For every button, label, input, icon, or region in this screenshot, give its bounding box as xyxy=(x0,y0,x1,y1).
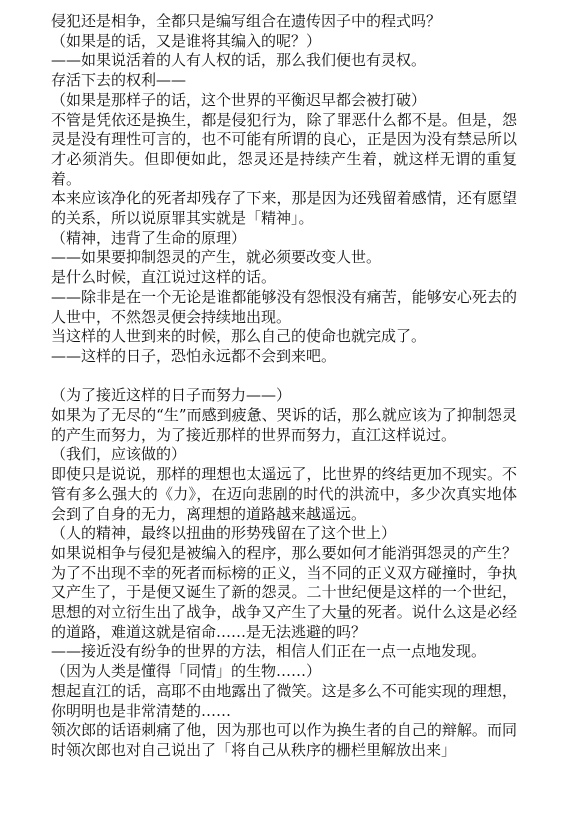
paragraph: 不管是凭依还是换生，都是侵犯行为，除了罪恶什么都不是。但是，怨灵是没有理性可言的，也不可能有所谓的良心，正是因为没有禁忌所以才必须消失。但即便如此，怨灵还是持续产生着，就这样无谓的重复着。 xyxy=(51,110,517,188)
paragraph: （精神，违背了生命的原理） xyxy=(51,228,247,247)
paragraph: ——这样的日子，恐怕永远都不会到来吧。 xyxy=(51,346,337,365)
paragraph: 侵犯还是相争，全都只是编写组合在遗传因子中的程式吗？ xyxy=(51,12,442,30)
paragraph: ——如果说活着的人有人权的话，那么我们便也有灵权。 xyxy=(51,51,427,70)
paragraph: （人的精神，最终以扭曲的形势残留在了这个世上） xyxy=(51,524,397,543)
paragraph: ——接近没有纷争的世界的方法，相信人们正在一点一点地发现。 xyxy=(51,642,487,661)
paragraph: （如果是那样子的话，这个世界的平衡迟早都会被打破） xyxy=(51,90,427,109)
paragraph: 领次郎的话语刺痛了他，因为那也可以作为换生者的自己的辩解。而同时领次郎也对自己说出了「将自己从秩序的栅栏里解放出来」 xyxy=(51,721,517,759)
paragraph: 本来应该净化的死者却残存了下来，那是因为还残留着感情，还有愿望的关系，所以说原罪其实就是「精神」。 xyxy=(51,189,517,228)
blank-line xyxy=(51,367,517,387)
paragraph: （因为人类是懂得「同情」的生物……） xyxy=(51,662,322,681)
paragraph: 即使只是说说，那样的理想也太遥远了，比世界的终结更加不现实。不管有多么强大的《力》，在迈向悲剧的时代的洪流中，多少次真实地体会到了自身的无力，离理想的道路越来越遥远。 xyxy=(51,465,517,523)
paragraph: 如果为了无尽的“生”而感到疲惫、哭诉的话，那么就应该为了抑制怨灵的产生而努力，为了接近那样的世界而努力，直江这样说过。 xyxy=(51,406,517,444)
paragraph: （我们，应该做的） xyxy=(51,445,187,464)
paragraph: 存活下去的权利—— xyxy=(51,71,187,90)
paragraph: 如果说相争与侵犯是被编入的程序，那么要如何才能消弭怨灵的产生？为了不出现不幸的死者而标榜的正义，当不同的正义双方碰撞时，争执又产生了，于是便又诞生了新的怨灵。二十世纪便是这样的一个世纪，思想的对立衍生出了战争，战争又产生了大量的死者。说什么这是必经的道路，难道这就是宿命……是无法逃避的吗？ xyxy=(51,543,517,641)
paragraph: ——如果要抑制怨灵的产生，就必须要改变人世。 xyxy=(51,248,382,267)
paragraph: 是什么时候，直江说过这样的话。 xyxy=(51,268,277,287)
paragraph: （为了接近这样的日子而努力——） xyxy=(51,386,292,405)
paragraph: 当这样的人世到来的时候，那么自己的使命也就完成了。 xyxy=(51,327,427,346)
paragraph: 想起直江的话，高耶不由地露出了微笑。这是多么不可能实现的理想，你明明也是非常清楚的…… xyxy=(51,681,517,720)
paragraph: ——除非是在一个无论是谁都能够没有怨恨没有痛苦，能够安心死去的人世中，不然怨灵便会持续地出现。 xyxy=(51,287,517,326)
paragraph: （如果是的话，又是谁将其编入的呢？） xyxy=(51,31,322,50)
